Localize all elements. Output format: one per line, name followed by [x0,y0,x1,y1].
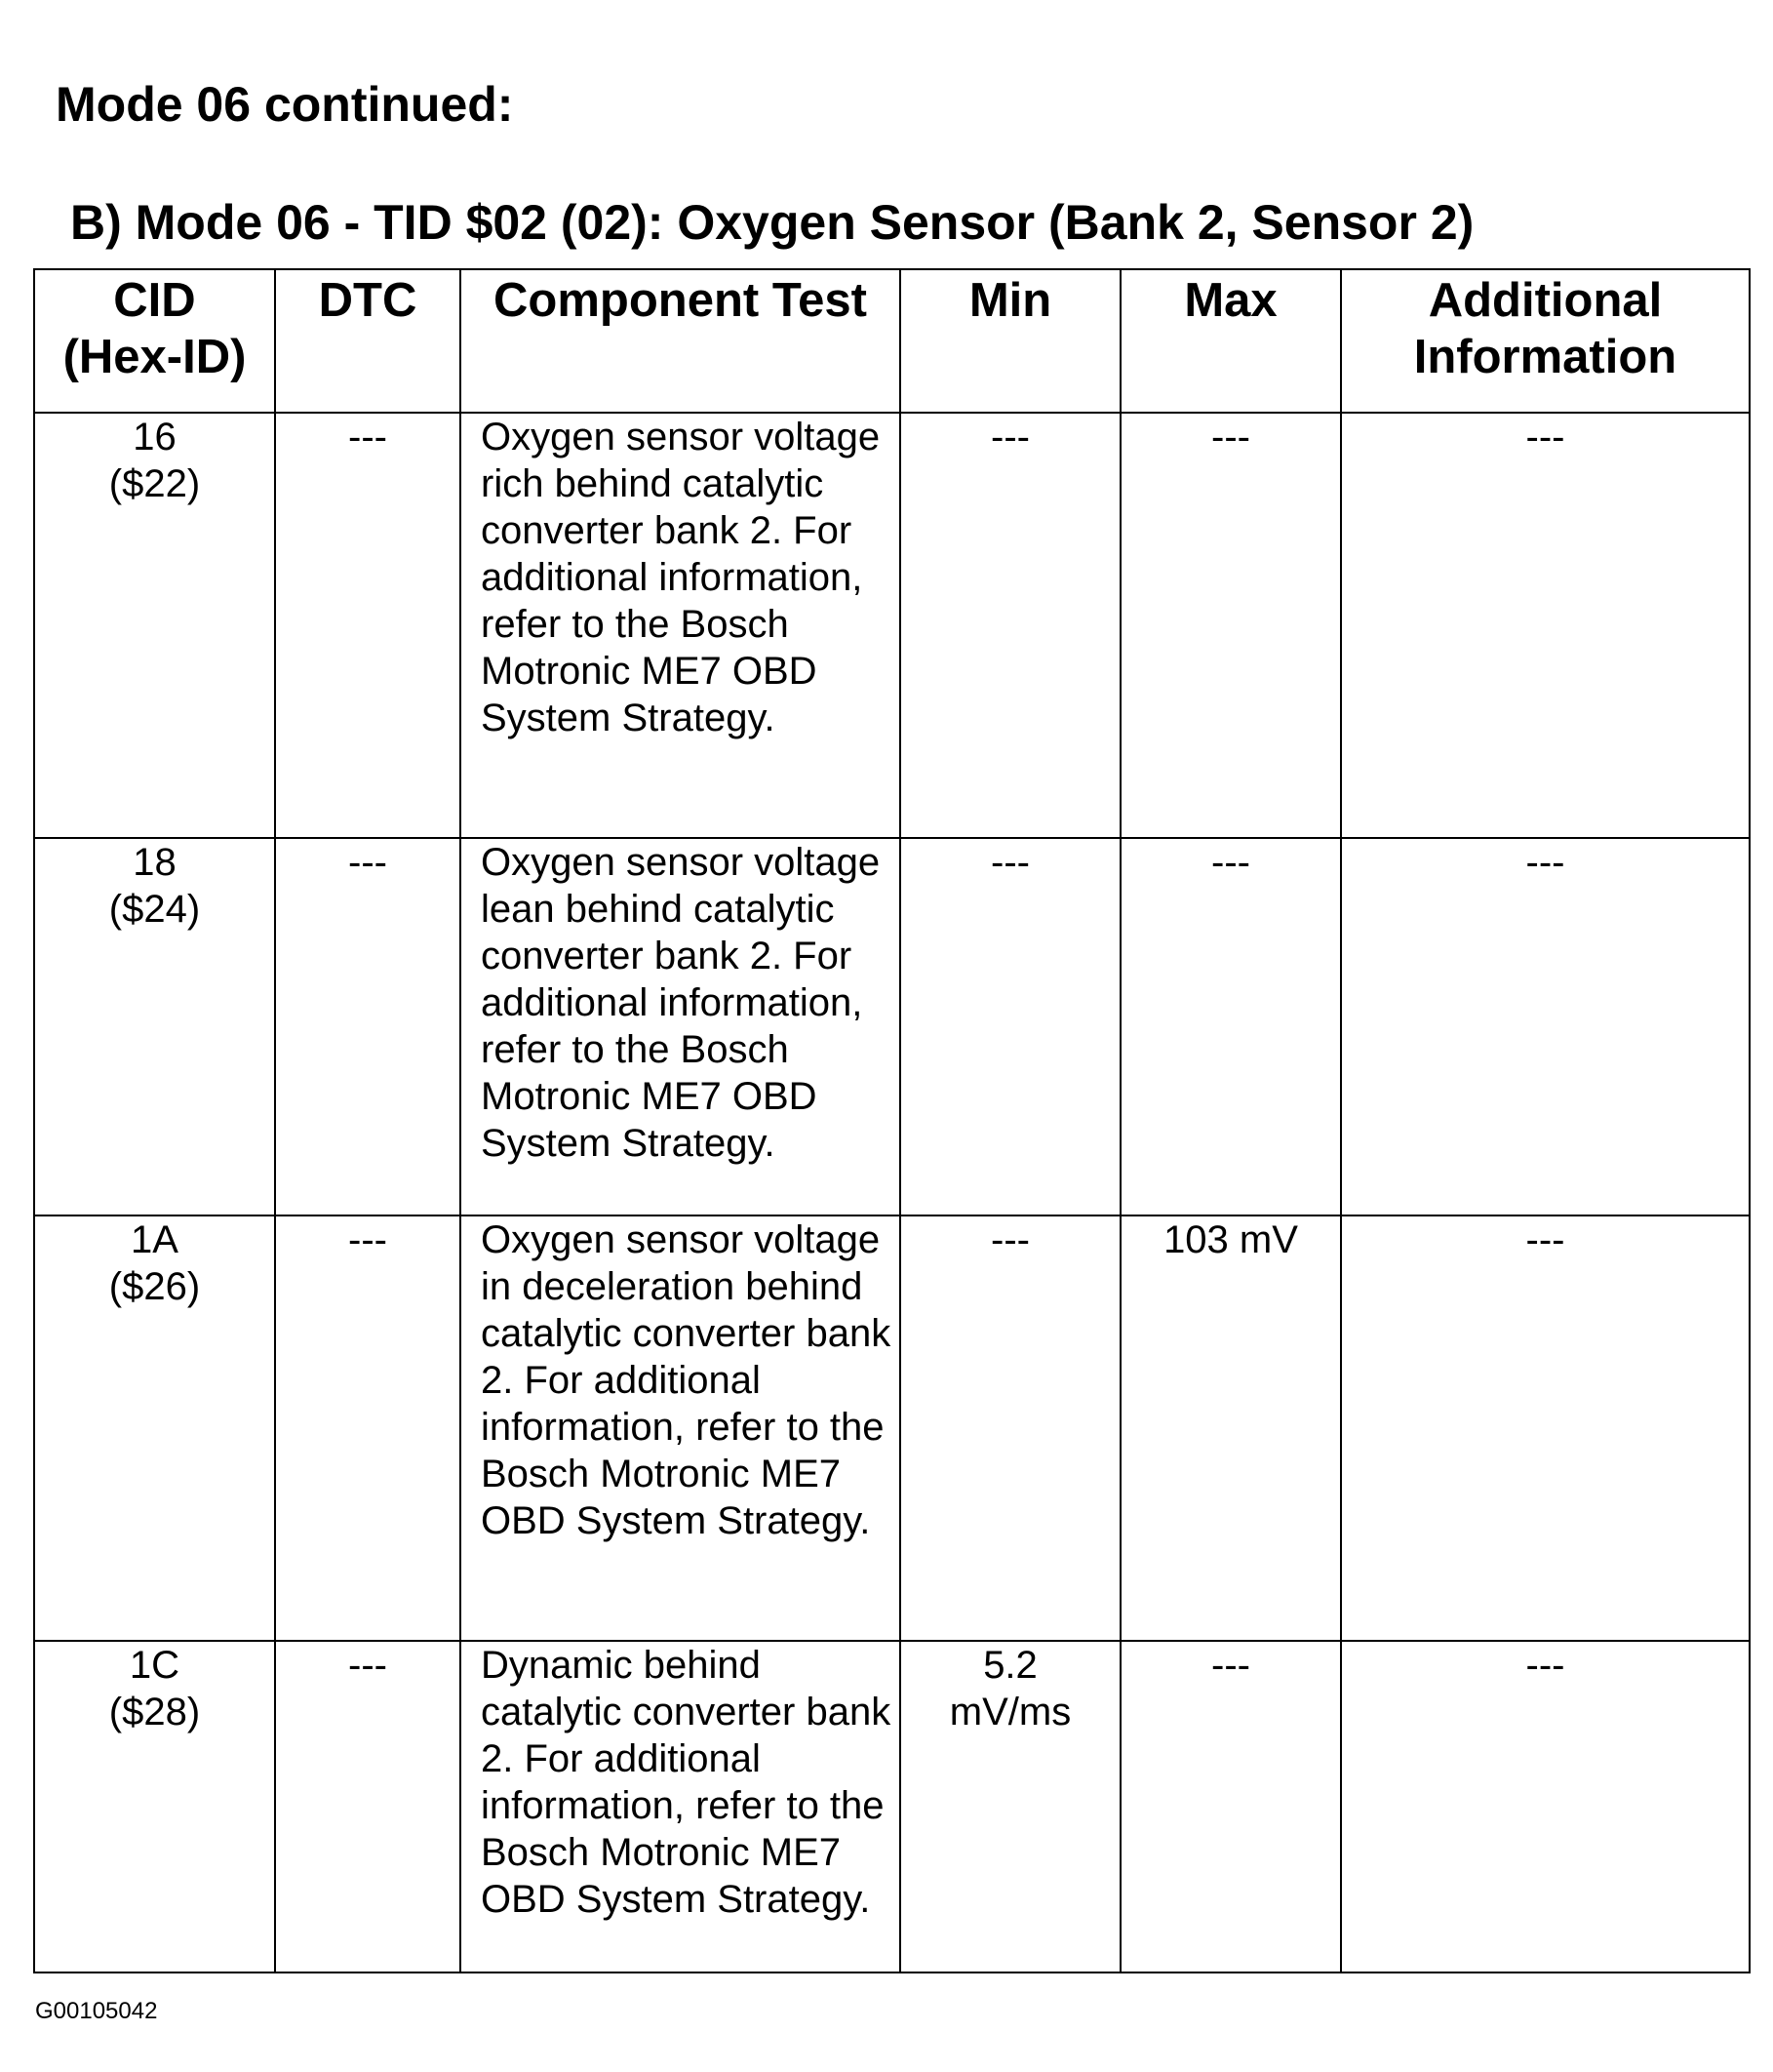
table-title: B) Mode 06 - TID $02 (02): Oxygen Sensor (Bank 2, Sensor 2) [70,195,1475,250]
min-value: 5.2 [983,1644,1038,1687]
dtc-cell [275,1215,460,1641]
table-row [34,1215,1750,1641]
min-value: --- [991,841,1030,884]
min-cell [900,413,1121,838]
cid-value: 16 [133,416,177,458]
cid-cell [34,1215,275,1641]
component-test-cell [460,1215,900,1641]
dtc-value: --- [348,841,387,884]
min-value: --- [991,1218,1030,1261]
max-value: --- [1211,416,1250,458]
table-header-row [34,269,1750,413]
min-cell [900,838,1121,1215]
min-unit: mV/ms [949,1691,1072,1733]
component-test-text: Oxygen sensor voltage lean behind catalytic converter bank 2. For additional information, refer to the Bosch Motronic ME7 OBD System Strategy. [481,841,881,1165]
dtc-value: --- [348,416,387,458]
component-test-cell [460,1641,900,1972]
dtc-value: --- [348,1644,387,1687]
additional-info-cell [1341,1641,1750,1972]
max-cell [1121,838,1341,1215]
component-test-text: Dynamic behind catalytic converter bank 2. For additional information, refer to the Bosch Motronic ME7 OBD System Strategy. [481,1644,891,1921]
header-cid [34,269,275,413]
max-cell [1121,1641,1341,1972]
max-value: 103 mV [1163,1218,1298,1261]
header-min-label: Min [968,274,1052,327]
hex-id-value: ($22) [108,462,201,505]
page-heading: Mode 06 continued: [56,77,514,132]
max-cell [1121,413,1341,838]
table-row [34,1641,1750,1972]
header-component-test-label: Component Test [493,274,867,327]
component-test-text: Oxygen sensor voltage in deceleration behind catalytic converter bank 2. For additional information, refer to the Bosch Motronic ME7 OBD System Strategy. [481,1218,891,1542]
header-dtc [275,269,460,413]
dtc-value: --- [348,1218,387,1261]
component-test-cell [460,413,900,838]
additional-info-cell [1341,838,1750,1215]
table-row [34,838,1750,1215]
cid-cell [34,413,275,838]
cid-cell [34,838,275,1215]
header-min [900,269,1121,413]
table-row [34,413,1750,838]
figure-id: G00105042 [35,1998,158,2024]
header-max [1121,269,1341,413]
additional-info-value: --- [1525,1218,1565,1261]
header-additional-information [1341,269,1750,413]
additional-info-cell [1341,413,1750,838]
cid-cell [34,1641,275,1972]
header-information-label: Information [1413,331,1677,383]
component-test-cell [460,838,900,1215]
min-cell [900,1215,1121,1641]
component-test-text: Oxygen sensor voltage rich behind catalytic converter bank 2. For additional information, refer to the Bosch Motronic ME7 OBD System Strategy. [481,416,881,739]
dtc-cell [275,413,460,838]
header-hex-id-label: (Hex-ID) [62,331,247,383]
header-additional-label: Additional [1428,274,1663,327]
header-component-test [460,269,900,413]
additional-info-value: --- [1525,1644,1565,1687]
cid-value: 1A [131,1218,178,1261]
additional-info-cell [1341,1215,1750,1641]
header-dtc-label: DTC [318,274,417,327]
cid-value: 18 [133,841,177,884]
additional-info-value: --- [1525,416,1565,458]
hex-id-value: ($26) [108,1265,201,1308]
min-cell [900,1641,1121,1972]
header-max-label: Max [1184,274,1278,327]
cid-value: 1C [129,1644,180,1687]
hex-id-value: ($24) [108,888,201,931]
additional-info-value: --- [1525,841,1565,884]
dtc-cell [275,838,460,1215]
max-value: --- [1211,841,1250,884]
max-cell [1121,1215,1341,1641]
dtc-cell [275,1641,460,1972]
max-value: --- [1211,1644,1250,1687]
mode06-table [33,268,1751,1973]
hex-id-value: ($28) [108,1691,201,1733]
header-cid-label: CID [113,274,196,327]
min-value: --- [991,416,1030,458]
